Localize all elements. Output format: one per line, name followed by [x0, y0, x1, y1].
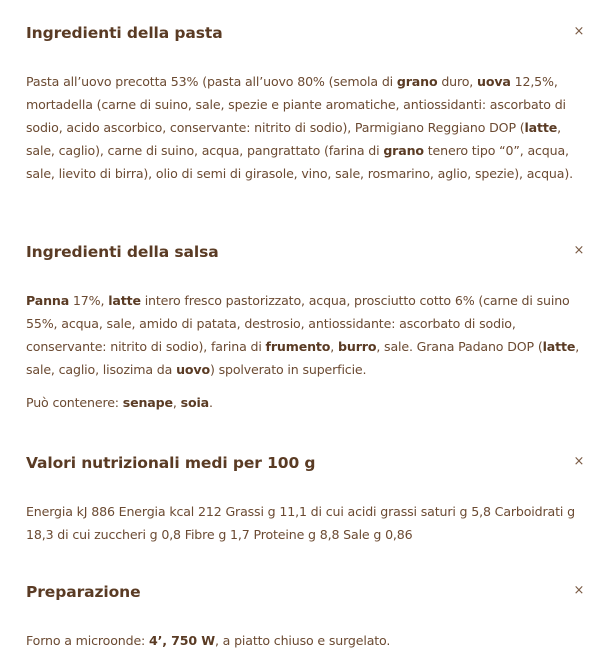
text-run: , — [172, 395, 181, 410]
ingredients-text — [26, 289, 592, 381]
bold-text-run: latte — [108, 293, 141, 308]
text-run: , — [330, 339, 339, 354]
bold-text-run: grano — [383, 143, 424, 158]
bold-text-run: latte — [542, 339, 576, 354]
section-header-pasta-ingredients[interactable] — [26, 21, 592, 45]
allergen-note — [26, 391, 592, 414]
text-run: duro, — [437, 74, 478, 89]
bold-text-run: senape — [122, 395, 173, 410]
section-title: Ingredienti della pasta — [26, 24, 223, 42]
bold-text-run: uovo — [176, 362, 210, 377]
section-preparation — [26, 580, 592, 652]
close-icon[interactable]: × — [573, 24, 585, 39]
bold-text-run: grano — [396, 74, 438, 89]
section-sauce-ingredients — [26, 240, 592, 414]
bold-text-run: Panna — [26, 293, 70, 308]
bold-text-run: uova — [477, 74, 511, 89]
text-run: , sale. Grana Padano DOP ( — [376, 339, 543, 354]
bold-text-run: frumento — [265, 339, 331, 354]
text-run: Può contenere: — [26, 395, 123, 410]
text-run: tenero tipo “0”, acqua, sale, lievito di birra), olio di semi di girasole, vino, sale, rosmarino, aglio, spezie), acqua). — [26, 143, 573, 181]
close-icon[interactable]: × — [573, 583, 585, 598]
text-run: Energia kJ 886 Energia kcal 212 Grassi g 11,1 di cui acidi grassi saturi g 5,8 Carboidrati g 18,3 di cui zuccheri g 0,8 Fibre g 1,7 Proteine g 8,8 Sale g 0,86 — [26, 504, 575, 542]
text-run: . — [209, 395, 213, 410]
text-run: 17%, — [69, 293, 109, 308]
text-run: Pasta all’uovo precotta 53% (pasta all’uovo 80% (semola di — [26, 74, 397, 89]
text-run: intero fresco pastorizzato, acqua, prosciutto cotto 6% (carne di suino 55%, acqua, sale, amido di patata, destrosio, antiossidante: ascorbato di sodio, conservante: nitrito di sodio), farina di — [26, 293, 570, 354]
section-title: Ingredienti della salsa — [26, 243, 219, 261]
ingredients-text — [26, 70, 592, 185]
text-run: 12,5%, mortadella (carne di suino, sale, spezie e piante aromatiche, antiossidanti: ascorbato di sodio, acido ascorbico, conservante: nitrito di sodio), Parmigiano Reggiano DOP ( — [26, 74, 566, 135]
text-run: , sale, caglio), carne di suino, acqua, pangrattato (farina di — [26, 120, 562, 158]
text-run: , sale, caglio, lisozima da — [26, 339, 580, 377]
nutrition-text — [26, 500, 592, 546]
section-header-preparation[interactable] — [26, 580, 592, 604]
preparation-text — [26, 629, 592, 652]
text-run: ) spolverato in superficie. — [209, 362, 367, 377]
section-title: Preparazione — [26, 583, 141, 601]
section-nutrition — [26, 451, 592, 546]
bold-text-run: latte — [524, 120, 558, 135]
close-icon[interactable]: × — [573, 243, 585, 258]
section-header-nutrition[interactable] — [26, 451, 592, 475]
bold-text-run: 4’, 750 W — [149, 633, 215, 648]
text-run: Forno a microonde: — [26, 633, 149, 648]
close-icon[interactable]: × — [573, 454, 585, 469]
section-header-sauce-ingredients[interactable] — [26, 240, 592, 264]
bold-text-run: soia — [180, 395, 210, 410]
section-pasta-ingredients — [26, 21, 592, 185]
bold-text-run: burro — [338, 339, 377, 354]
text-run: , a piatto chiuso e surgelato. — [214, 633, 391, 648]
section-title: Valori nutrizionali medi per 100 g — [26, 454, 316, 472]
